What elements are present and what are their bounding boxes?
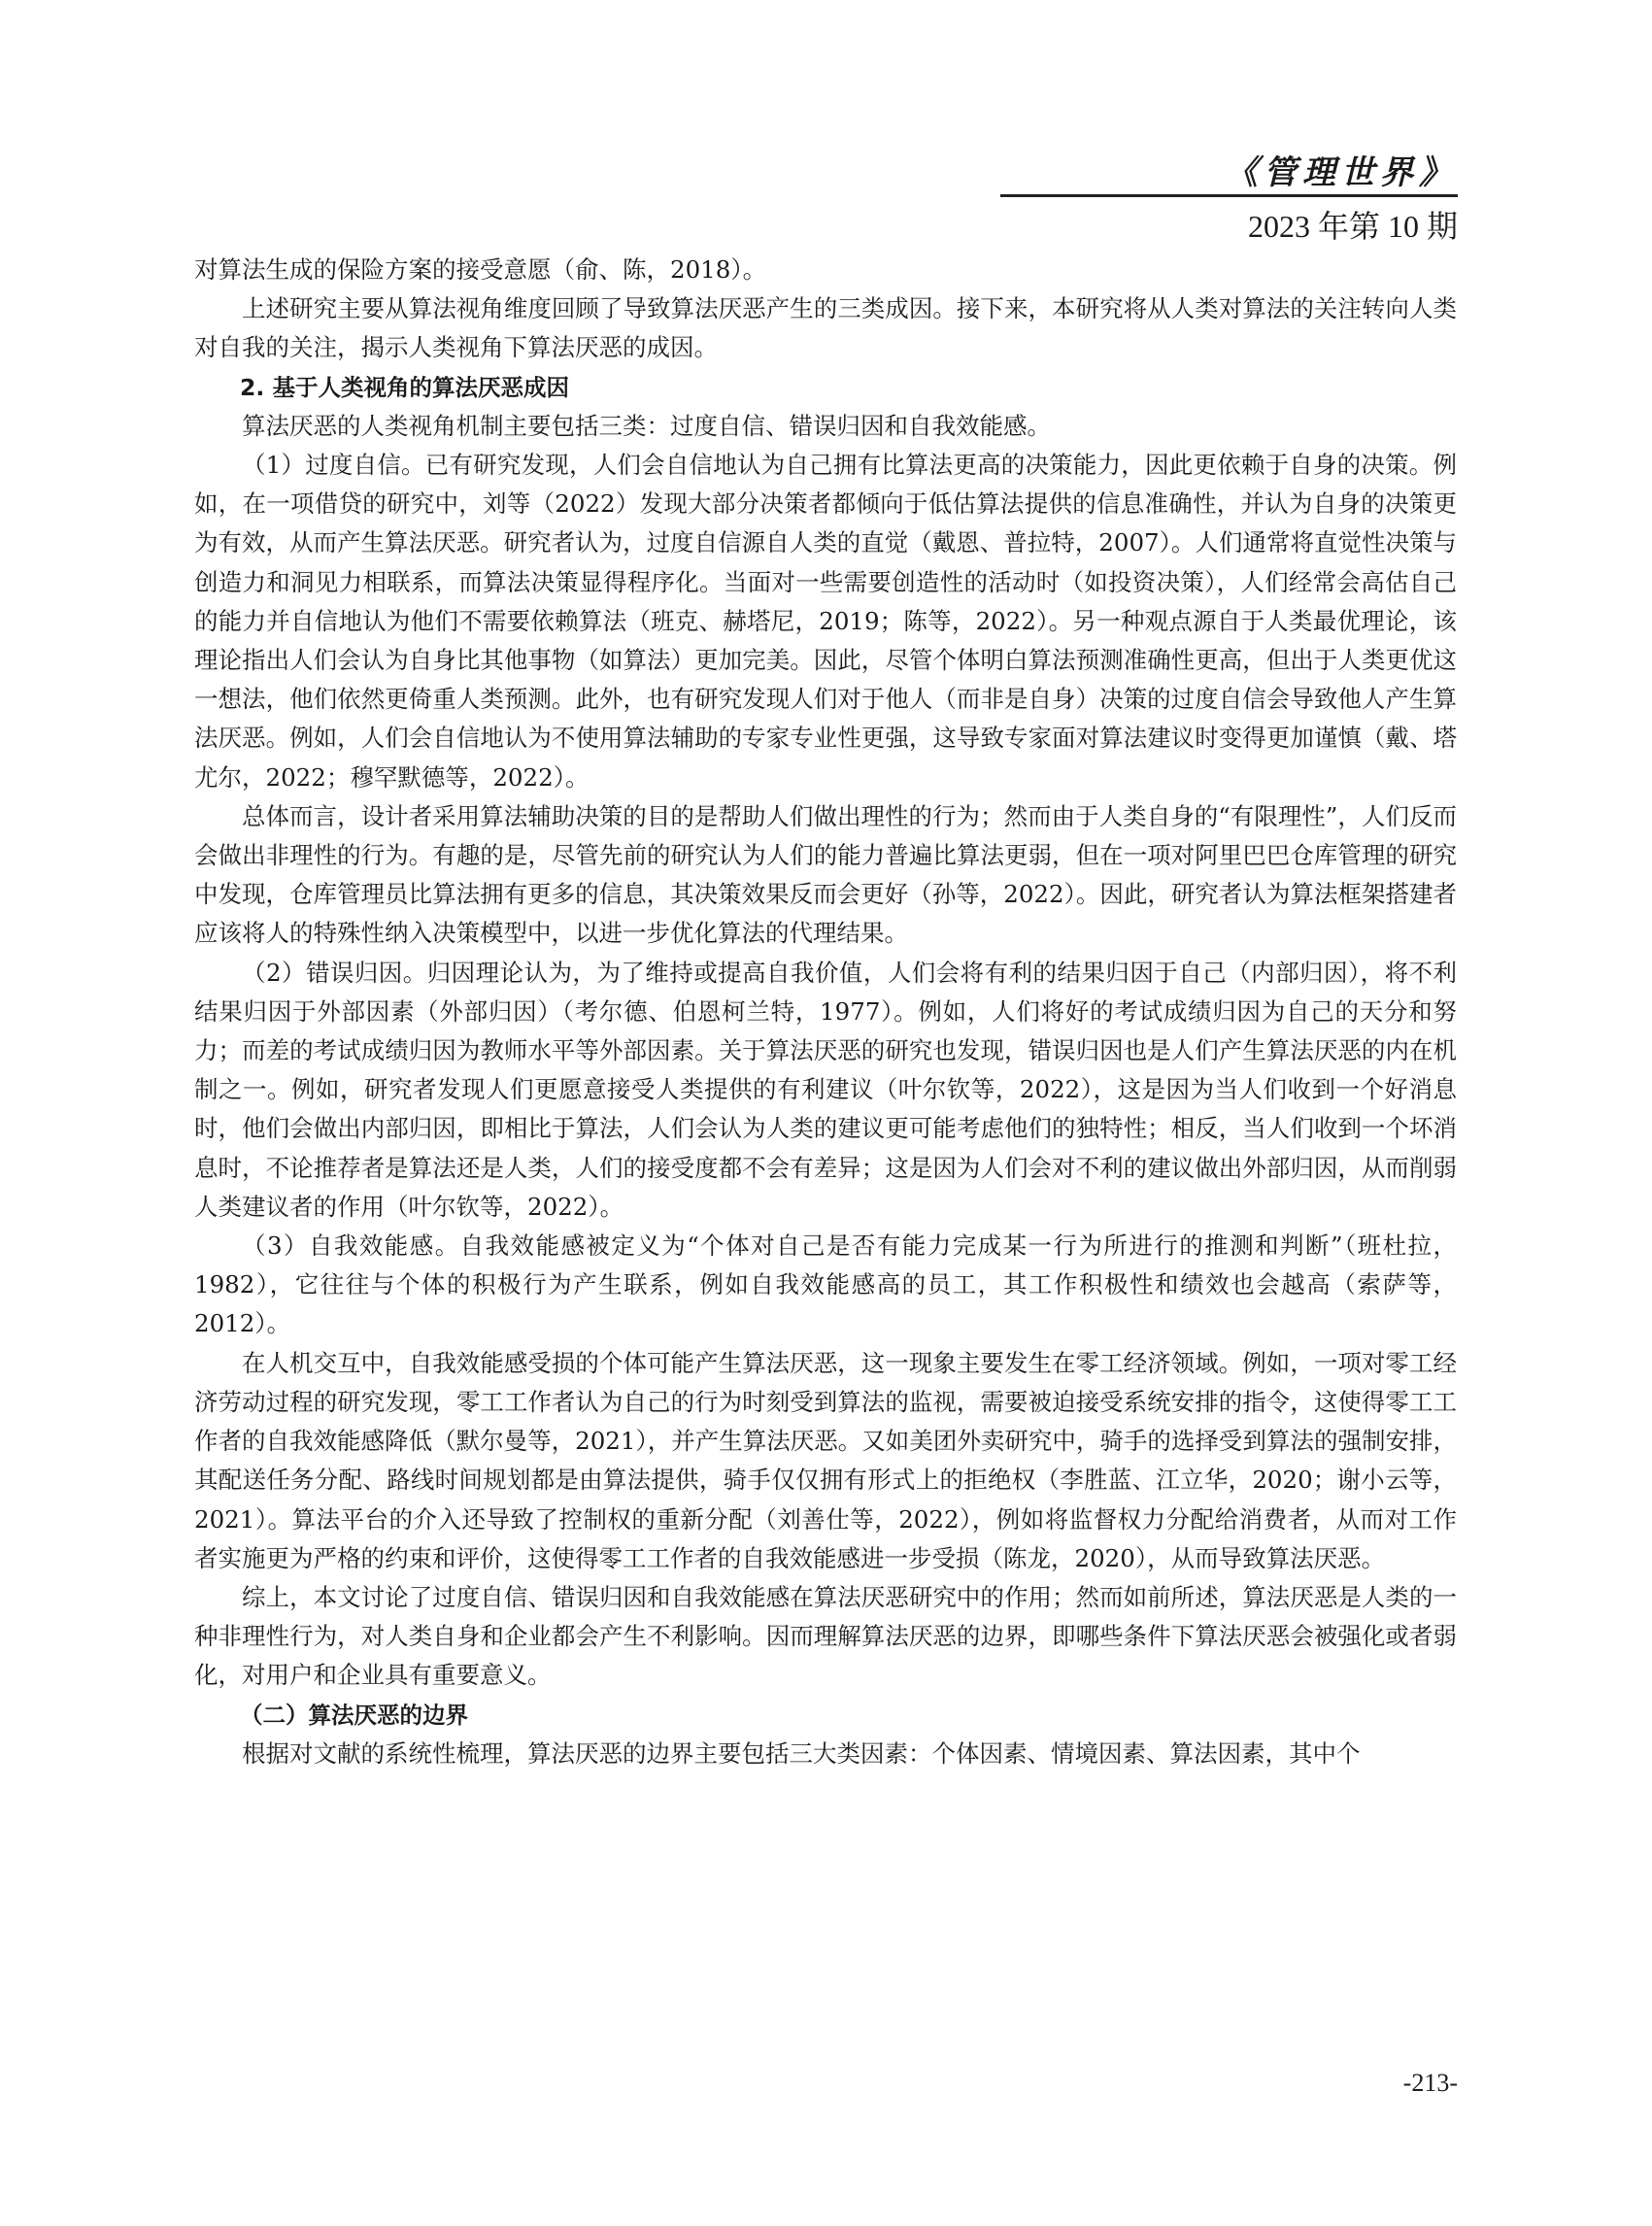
header-rule	[1000, 194, 1458, 197]
paragraph: 算法厌恶的人类视角机制主要包括三类：过度自信、错误归因和自我效能感。	[242, 411, 1051, 440]
page-number: -213-	[1402, 2069, 1458, 2097]
paragraph: 综上，本文讨论了过度自信、错误归因和自我效能感在算法厌恶研究中的作用；然而如前所述，算法厌恶是人类的一种非理性行为，对人类自身和企业都会产生不利影响。因而理解算法厌恶的边界，即哪些条件下算法厌恶会被强化或者弱化，对用户和企业具有重要意义。	[194, 1582, 1457, 1690]
issue-label: 2023 年第 10 期	[1247, 209, 1458, 244]
paragraph: 根据对文献的系统性梳理，算法厌恶的边界主要包括三大类因素：个体因素、情境因素、算法因素，其中个	[242, 1738, 1361, 1768]
section-heading-human-perspective: 2. 基于人类视角的算法厌恶成因	[240, 373, 569, 401]
paragraph-misattribution: （2）错误归因。归因理论认为，为了维持或提高自我价值，人们会将有利的结果归因于自己（内部归因），将不利结果归因于外部因素（外部归因）（考尔德、伯恩柯兰特，1977）。例如，人们将好的考试成绩归因为自己的天分和努力；而差的考试成绩归因为教师水平等外部因素。关于算法厌恶的研究也发现，错误归因也是人们产生算法厌恶的内在机制之一。例如，研究者发现人们更愿意接受人类提供的有利建议（叶尔钦等，2022），这是因为当人们收到一个好消息时，他们会做出内部归因，即相比于算法，人们会认为人类的建议更可能考虑他们的独特性；相反，当人们收到一个坏消息时，不论推荐者是算法还是人类，人们的接受度都不会有差异；这是因为人们会对不利的建议做出外部归因，从而削弱人类建议者的作用（叶尔钦等，2022）。	[194, 958, 1457, 1221]
article-body	[194, 251, 1457, 1773]
paragraph-continuation: 对算法生成的保险方案的接受意愿（俞、陈，2018）。	[194, 255, 767, 284]
paragraph-overconfidence: （1）过度自信。已有研究发现，人们会自信地认为自己拥有比算法更高的决策能力，因此更依赖于自身的决策。例如，在一项借贷的研究中，刘等（2022）发现大部分决策者都倾向于低估算法提供的信息准确性，并认为自身的决策更为有效，从而产生算法厌恶。研究者认为，过度自信源自人类的直觉（戴恩、普拉特，2007）。人们通常将直觉性决策与创造力和洞见力相联系，而算法决策显得程序化。当面对一些需要创造性的活动时（如投资决策），人们经常会高估自己的能力并自信地认为他们不需要依赖算法（班克、赫塔尼，2019；陈等，2022）。另一种观点源自于人类最优理论，该理论指出人们会认为自身比其他事物（如算法）更加完美。因此，尽管个体明白算法预测准确性更高，但出于人类更优这一想法，他们依然更倚重人类预测。此外，也有研究发现人们对于他人（而非是自身）决策的过度自信会导致他人产生算法厌恶。例如，人们会自信地认为不使用算法辅助的专家专业性更强，这导致专家面对算法建议时变得更加谨慎（戴、塔尤尔，2022；穆罕默德等，2022）。	[194, 451, 1457, 792]
journal-name: 《管理世界》	[1225, 153, 1458, 192]
paragraph: 总体而言，设计者采用算法辅助决策的目的是帮助人们做出理性的行为；然而由于人类自身的“有限理性”，人们反而会做出非理性的行为。有趣的是，尽管先前的研究认为人们的能力普遍比算法更弱，但在一项对阿里巴巴仓库管理的研究中发现，仓库管理员比算法拥有更多的信息，其决策效果反而会更好（孙等，2022）。因此，研究者认为算法框架搭建者应该将人的特殊性纳入决策模型中，以进一步优化算法的代理结果。	[194, 801, 1457, 948]
paragraph: 在人机交互中，自我效能感受损的个体可能产生算法厌恶，这一现象主要发生在零工经济领域。例如，一项对零工经济劳动过程的研究发现，零工工作者认为自己的行为时刻受到算法的监视，需要被迫接受系统安排的指令，这使得零工工作者的自我效能感降低（默尔曼等，2021），并产生算法厌恶。又如美团外卖研究中，骑手的选择受到算法的强制安排，其配送任务分配、路线时间规划都是由算法提供，骑手仅仅拥有形式上的拒绝权（李胜蓝、江立华，2020；谢小云等，2021）。算法平台的介入还导致了控制权的重新分配（刘善仕等，2022），例如将监督权力分配给消费者，从而对工作者实施更为严格的约束和评价，这使得零工工作者的自我效能感进一步受损（陈龙，2020），从而导致算法厌恶。	[194, 1348, 1457, 1572]
paragraph: 上述研究主要从算法视角维度回顾了导致算法厌恶产生的三类成因。接下来，本研究将从人类对算法的关注转向人类对自我的关注，揭示人类视角下算法厌恶的成因。	[194, 294, 1457, 362]
paragraph-self-efficacy: （3）自我效能感。自我效能感被定义为“个体对自己是否有能力完成某一行为所进行的推测和判断”（班杜拉，1982），它往往与个体的积极行为产生联系，例如自我效能感高的员工，其工作积极性和绩效也会越高（索萨等，2012）。	[194, 1231, 1457, 1338]
section-heading-boundaries: （二）算法厌恶的边界	[240, 1701, 468, 1729]
